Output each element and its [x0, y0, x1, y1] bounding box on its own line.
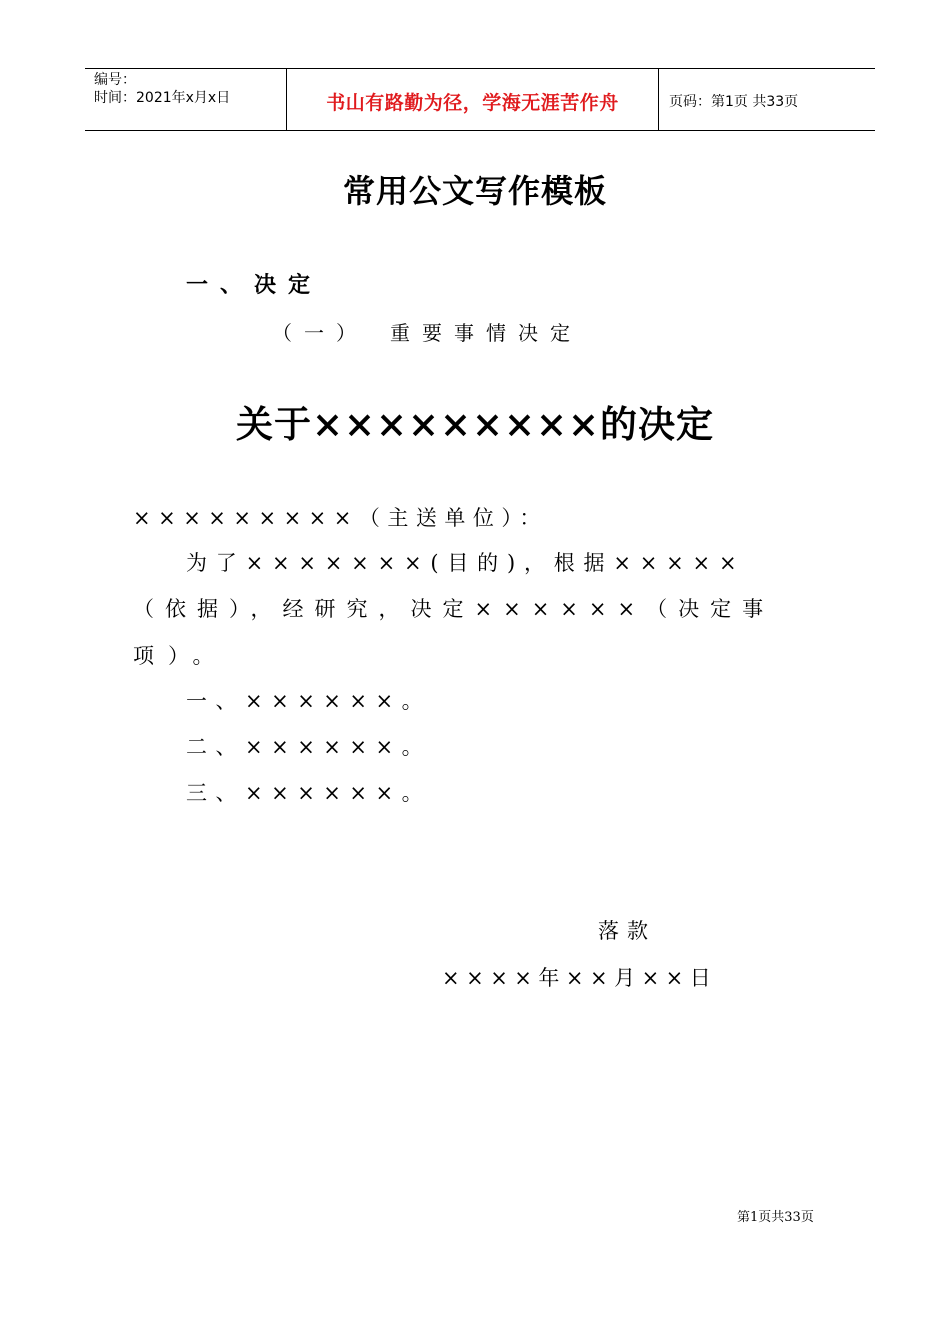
signature: 落款: [598, 919, 656, 943]
decision-item: 三、××××××。: [186, 781, 432, 805]
body-paragraph-line: （依据），经研究，决定××××××（决定事: [133, 597, 775, 621]
header-motto: 书山有路勤为径，学海无涯苦作舟: [286, 69, 659, 130]
sub-heading: （一） 重要事情决定: [272, 321, 582, 345]
time-label: 时间：2021年x月x日: [94, 90, 231, 106]
body-paragraph-line: 项）。: [133, 644, 228, 668]
body-paragraph-line: 为了×××××××(目的)，根据×××××: [186, 551, 746, 575]
serial-number-label: 编号：: [94, 72, 136, 88]
addressee-line: ×××××××××（主送单位）：: [133, 506, 548, 530]
signature-date: ××××年××月××日: [442, 966, 718, 990]
decision-item: 一、××××××。: [186, 689, 432, 713]
header-meta: [85, 69, 286, 130]
page-header: [85, 68, 875, 131]
document-title: 常用公文写作模板: [342, 172, 607, 210]
page-footer: 第1页共33页: [737, 1210, 814, 1225]
header-page-number: 页码：第1页 共33页: [669, 93, 799, 110]
decision-item: 二、××××××。: [186, 735, 432, 759]
section-heading: 一、决定: [186, 273, 323, 298]
decision-title: 关于×××××××××的决定: [235, 402, 715, 446]
